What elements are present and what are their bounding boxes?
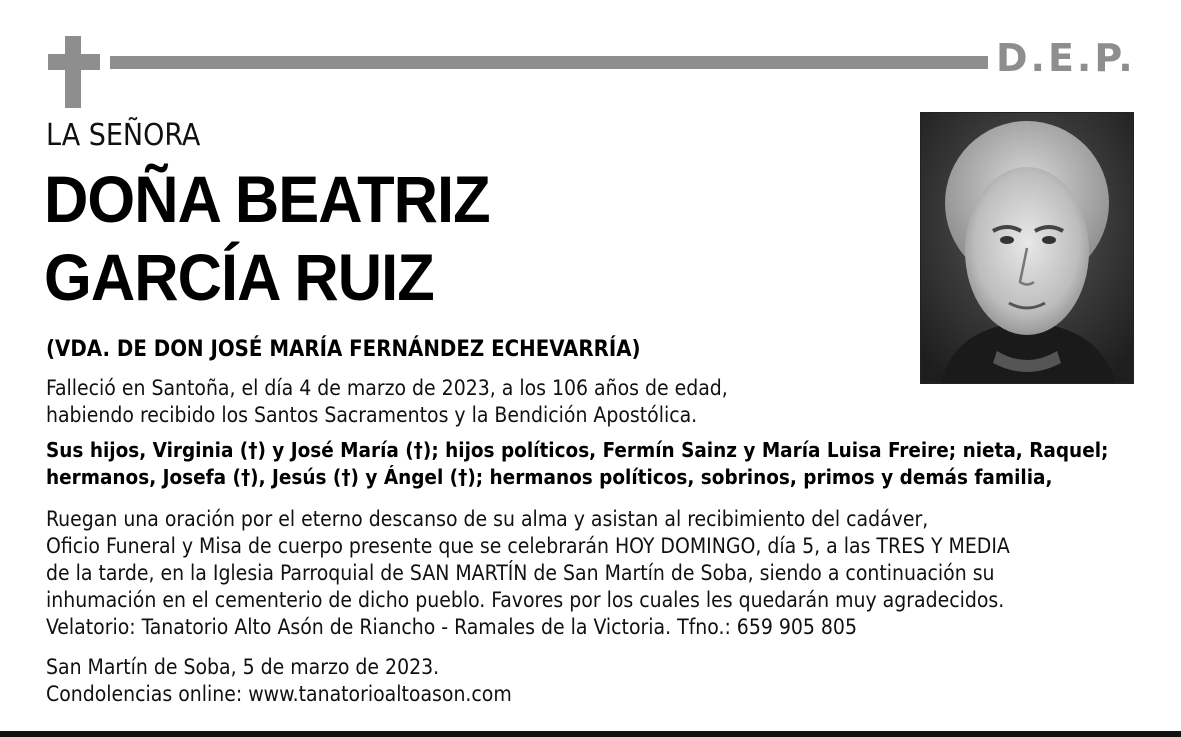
header-rule — [110, 56, 988, 69]
family-line: hermanos, Josefa (†), Jesús (†) y Ángel (†); hermanos políticos, sobrinos, primos y demás familia, — [46, 465, 1053, 489]
footer — [46, 654, 1156, 708]
ceremony-line: Ruegan una oración por el eterno descanso de su alma y asistan al recibimiento del cadáver, — [46, 507, 929, 531]
ceremony-line: inhumación en el cementerio de dicho pueblo. Favores por los cuales les quedarán muy agradecidos. — [46, 588, 1005, 612]
portrait-photo — [920, 112, 1134, 384]
family-line: Sus hijos, Virginia (†) y José María (†); hijos políticos, Fermín Sainz y María Luisa Freire; nieta, Raquel; — [46, 438, 1109, 462]
dep-label: D.E.P. — [996, 36, 1136, 80]
pretitle: LA SEÑORA — [46, 118, 201, 153]
ceremony-line: Velatorio: Tanatorio Alto Asón de Riancho - Ramales de la Victoria. Tfno.: 659 905 805 — [46, 615, 857, 639]
ceremony-line: Oficio Funeral y Misa de cuerpo presente que se celebrarán HOY DOMINGO, día 5, a las TRES Y MEDIA — [46, 534, 1010, 558]
cross-icon — [48, 36, 100, 108]
death-notice-line: habiendo recibido los Santos Sacramentos y la Bendición Apostólica. — [46, 403, 698, 427]
ceremony-line: de la tarde, en la Iglesia Parroquial de SAN MARTÍN de San Martín de Soba, siendo a continuación su — [46, 561, 995, 585]
footer-condolences: Condolencias online: www.tanatorioaltoason.com — [46, 682, 512, 706]
deceased-name — [44, 160, 490, 316]
name-line-2: GARCÍA RUIZ — [44, 240, 434, 314]
death-notice-line: Falleció en Santoña, el día 4 de marzo de 2023, a los 106 años de edad, — [46, 376, 728, 400]
ceremony-details — [46, 506, 1156, 641]
name-line-1: DOÑA BEATRIZ — [44, 162, 490, 236]
widow-of: (VDA. DE DON JOSÉ MARÍA FERNÁNDEZ ECHEVARRÍA) — [46, 337, 641, 362]
death-notice — [46, 375, 1156, 429]
family-list — [46, 437, 1156, 491]
footer-place-date: San Martín de Soba, 5 de marzo de 2023. — [46, 655, 440, 679]
